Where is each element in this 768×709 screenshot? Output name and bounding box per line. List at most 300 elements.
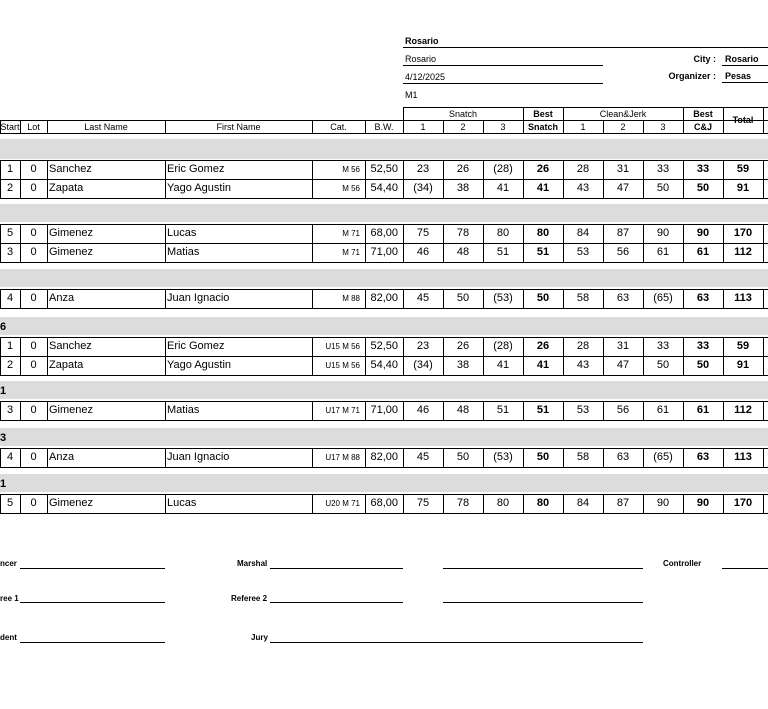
table-rule	[0, 160, 1, 179]
table-rule	[312, 179, 313, 198]
table-rule	[312, 160, 313, 179]
table-rule	[603, 160, 604, 179]
cell-c1: 28	[576, 340, 590, 352]
table-rule	[683, 494, 684, 513]
cell-s1: (34)	[413, 182, 433, 194]
divider	[403, 47, 768, 48]
table-rule	[403, 160, 404, 179]
table-rule	[603, 448, 604, 467]
cell-bs: 51	[536, 246, 550, 258]
header-cj-3: 3	[660, 122, 666, 132]
cell-start: 1	[6, 163, 14, 175]
cell-bc: 50	[696, 182, 710, 194]
cell-first: Matias	[167, 404, 200, 416]
table-rule	[763, 448, 764, 467]
cell-bc: 63	[696, 292, 710, 304]
header-snatch-2: 2	[460, 122, 466, 132]
cell-last: Sanchez	[49, 340, 92, 352]
cell-first: Eric Gomez	[167, 163, 225, 175]
table-rule	[365, 160, 366, 179]
table-rule	[563, 337, 564, 356]
table-rule	[0, 448, 1, 467]
table-rule	[563, 243, 564, 262]
cell-first: Juan Ignacio	[167, 292, 230, 304]
table-rule	[643, 448, 644, 467]
header-best-snatch: Snatch	[527, 122, 558, 132]
table-rule	[443, 494, 444, 513]
table-rule	[365, 356, 366, 375]
table-rule	[483, 224, 484, 243]
table-rule	[47, 160, 48, 179]
cell-lot: 0	[30, 292, 37, 304]
table-rule	[403, 179, 404, 198]
table-rule	[563, 160, 564, 179]
cell-s1: 46	[416, 246, 430, 258]
cell-s1: 23	[416, 340, 430, 352]
table-rule	[165, 356, 166, 375]
table-rule	[165, 224, 166, 243]
cell-lot: 0	[30, 182, 37, 194]
table-rule	[312, 356, 313, 375]
table-rule	[643, 120, 644, 133]
table-rule	[0, 420, 768, 421]
cell-bs: 50	[536, 451, 550, 463]
table-rule	[20, 120, 21, 133]
table-rule	[483, 120, 484, 133]
cell-c3: 90	[656, 227, 670, 239]
table-rule	[443, 401, 444, 420]
table-rule	[763, 224, 764, 243]
cell-total: 112	[734, 246, 752, 258]
president-line	[20, 642, 165, 643]
jury-label: Jury	[251, 633, 268, 642]
cell-bw: 54,40	[370, 359, 398, 371]
cell-s2: 38	[456, 182, 470, 194]
header-cat: Cat.	[330, 122, 347, 132]
cell-last: Sanchez	[49, 163, 92, 175]
marshal-line	[270, 568, 403, 569]
cell-bs: 41	[536, 182, 550, 194]
cell-s2: 78	[456, 227, 470, 239]
table-rule	[443, 120, 444, 133]
table-rule	[312, 224, 313, 243]
cell-c3: 61	[656, 246, 670, 258]
table-rule	[603, 224, 604, 243]
table-rule	[643, 224, 644, 243]
table-rule	[763, 107, 764, 133]
table-rule	[165, 401, 166, 420]
table-rule	[603, 337, 604, 356]
table-rule	[523, 356, 524, 375]
cell-s2: 26	[456, 163, 470, 175]
cell-c1: 43	[576, 359, 590, 371]
table-rule	[723, 401, 724, 420]
table-rule	[643, 494, 644, 513]
table-rule	[403, 224, 404, 243]
table-rule	[20, 243, 21, 262]
cell-bc: 61	[696, 404, 710, 416]
table-rule	[603, 289, 604, 308]
table-rule	[523, 289, 524, 308]
table-rule	[443, 289, 444, 308]
table-rule	[603, 356, 604, 375]
table-rule	[0, 513, 768, 514]
table-rule	[312, 448, 313, 467]
table-rule	[563, 356, 564, 375]
table-rule	[47, 337, 48, 356]
table-rule	[483, 494, 484, 513]
cell-s1: 45	[416, 451, 430, 463]
table-rule	[763, 160, 764, 179]
table-rule	[165, 120, 166, 133]
table-rule	[523, 160, 524, 179]
table-rule	[0, 375, 768, 376]
cell-c3: 90	[656, 497, 670, 509]
cell-bs: 41	[536, 359, 550, 371]
cell-first: Eric Gomez	[167, 340, 225, 352]
header-last-name: Last Name	[84, 122, 128, 132]
table-rule	[165, 160, 166, 179]
table-rule	[523, 401, 524, 420]
table-rule	[443, 224, 444, 243]
cell-c3: 61	[656, 404, 670, 416]
cell-total: 112	[734, 404, 752, 416]
table-rule	[683, 179, 684, 198]
cell-s2: 48	[456, 246, 470, 258]
cell-bc: 33	[696, 163, 710, 175]
table-rule	[365, 448, 366, 467]
table-rule	[0, 198, 768, 199]
table-rule	[443, 179, 444, 198]
cell-s2: 50	[456, 451, 470, 463]
header-snatch: Snatch	[448, 109, 478, 119]
cell-lot: 0	[30, 497, 37, 509]
group-band	[0, 428, 768, 446]
cell-c2: 56	[616, 404, 630, 416]
cell-c2: 31	[616, 163, 630, 175]
header-cj-1: 1	[580, 122, 586, 132]
cell-last: Anza	[49, 451, 75, 463]
table-rule	[723, 224, 724, 243]
cell-cat: M 56	[342, 184, 360, 193]
announcer-label: ncer	[0, 559, 17, 568]
table-rule	[365, 337, 366, 356]
cell-s1: 75	[416, 227, 430, 239]
table-rule	[483, 289, 484, 308]
table-rule	[403, 448, 404, 467]
header-start: Start	[0, 122, 20, 132]
table-rule	[165, 179, 166, 198]
cell-first: Juan Ignacio	[167, 451, 230, 463]
table-rule	[403, 494, 404, 513]
table-rule	[563, 448, 564, 467]
cell-start: 4	[6, 292, 14, 304]
table-rule	[723, 494, 724, 513]
cell-start: 5	[6, 227, 14, 239]
cell-s1: 23	[416, 163, 430, 175]
cell-start: 2	[6, 182, 14, 194]
table-rule	[763, 243, 764, 262]
cell-bs: 80	[536, 497, 550, 509]
table-rule	[643, 289, 644, 308]
cell-cat: M 71	[342, 248, 360, 257]
table-rule	[723, 337, 724, 356]
cell-c2: 63	[616, 451, 630, 463]
cell-s3: (28)	[493, 163, 513, 175]
cell-s3: (28)	[493, 340, 513, 352]
table-rule	[483, 448, 484, 467]
cell-last: Gimenez	[49, 246, 94, 258]
table-rule	[443, 160, 444, 179]
header-total: Total	[732, 115, 754, 125]
header-snatch-3: 3	[500, 122, 506, 132]
table-rule	[312, 494, 313, 513]
referee1-label: ree 1	[0, 594, 19, 603]
table-rule	[47, 494, 48, 513]
cell-lot: 0	[30, 404, 37, 416]
cell-first: Yago Agustin	[167, 359, 232, 371]
table-rule	[683, 356, 684, 375]
group-band	[0, 317, 768, 335]
organizer-label: Organizer :	[668, 71, 716, 81]
cell-c3: 50	[656, 182, 670, 194]
cell-s3: 41	[496, 359, 510, 371]
table-rule	[312, 337, 313, 356]
meet-venue: Rosario	[405, 54, 437, 64]
cell-start: 5	[6, 497, 14, 509]
group-band	[0, 381, 768, 399]
table-rule	[523, 179, 524, 198]
cell-lot: 0	[30, 227, 37, 239]
controller-label: Controller	[663, 559, 702, 568]
cell-c1: 58	[576, 451, 590, 463]
cell-bs: 26	[536, 163, 550, 175]
table-rule	[403, 337, 404, 356]
table-rule	[312, 289, 313, 308]
announcer-line	[20, 568, 165, 569]
table-rule	[0, 467, 768, 468]
cell-first: Matias	[167, 246, 200, 258]
table-rule	[603, 401, 604, 420]
table-rule	[20, 337, 21, 356]
table-rule	[365, 401, 366, 420]
cell-c3: 33	[656, 163, 670, 175]
divider	[722, 65, 768, 66]
cell-total: 91	[736, 359, 750, 371]
cell-last: Zapata	[49, 359, 84, 371]
cell-last: Gimenez	[49, 404, 94, 416]
table-rule	[643, 160, 644, 179]
cell-c2: 47	[616, 182, 630, 194]
table-rule	[20, 494, 21, 513]
cell-total: 91	[736, 182, 750, 194]
cell-bc: 50	[696, 359, 710, 371]
cell-c3: (65)	[653, 451, 673, 463]
cell-total: 113	[734, 451, 752, 463]
table-rule	[20, 401, 21, 420]
table-rule	[763, 356, 764, 375]
table-rule	[643, 337, 644, 356]
table-rule	[523, 107, 524, 133]
group-band	[0, 269, 768, 287]
cell-bw: 82,00	[370, 451, 398, 463]
table-rule	[0, 179, 1, 198]
cell-first: Lucas	[167, 227, 197, 239]
table-rule	[165, 289, 166, 308]
header-best-snatch: Best	[533, 109, 553, 119]
cell-bs: 26	[536, 340, 550, 352]
group-label: 6	[0, 321, 7, 333]
table-rule	[403, 289, 404, 308]
table-rule	[723, 448, 724, 467]
table-rule	[20, 356, 21, 375]
cell-s1: (34)	[413, 359, 433, 371]
cell-bw: 82,00	[370, 292, 398, 304]
table-rule	[683, 224, 684, 243]
table-rule	[443, 448, 444, 467]
table-rule	[165, 494, 166, 513]
cell-first: Lucas	[167, 497, 197, 509]
table-rule	[563, 494, 564, 513]
cell-last: Gimenez	[49, 497, 94, 509]
cell-total: 59	[736, 340, 750, 352]
cell-total: 59	[736, 163, 750, 175]
cell-c1: 28	[576, 163, 590, 175]
table-rule	[643, 401, 644, 420]
cell-cat: U15 M 56	[325, 361, 360, 370]
cell-s1: 45	[416, 292, 430, 304]
cell-s2: 78	[456, 497, 470, 509]
cell-cat: U17 M 71	[325, 406, 360, 415]
table-rule	[483, 337, 484, 356]
table-rule	[365, 243, 366, 262]
table-rule	[723, 160, 724, 179]
table-rule	[20, 224, 21, 243]
table-rule	[603, 243, 604, 262]
cell-s2: 38	[456, 359, 470, 371]
cell-cat: M 71	[342, 229, 360, 238]
table-rule	[365, 289, 366, 308]
table-rule	[47, 243, 48, 262]
cell-last: Gimenez	[49, 227, 94, 239]
cell-start: 3	[6, 246, 14, 258]
cell-bw: 68,00	[370, 497, 398, 509]
cell-bw: 71,00	[370, 246, 398, 258]
table-rule	[165, 448, 166, 467]
cell-c3: (65)	[653, 292, 673, 304]
table-rule	[0, 243, 1, 262]
cell-first: Yago Agustin	[167, 182, 232, 194]
table-rule	[643, 243, 644, 262]
jury-line	[270, 642, 643, 643]
table-rule	[365, 120, 366, 133]
table-rule	[483, 401, 484, 420]
divider	[403, 65, 603, 66]
cell-c3: 33	[656, 340, 670, 352]
referee2-line	[270, 602, 403, 603]
divider	[403, 83, 603, 84]
cell-c2: 56	[616, 246, 630, 258]
cell-cat: U17 M 88	[325, 453, 360, 462]
table-rule	[723, 289, 724, 308]
meet-date: 4/12/2025	[405, 72, 446, 82]
table-rule	[683, 243, 684, 262]
group-band	[0, 139, 768, 159]
group-label: 3	[0, 432, 7, 444]
table-rule	[483, 179, 484, 198]
table-rule	[20, 448, 21, 467]
cell-lot: 0	[30, 246, 37, 258]
cell-s3: (53)	[493, 451, 513, 463]
cell-bs: 80	[536, 227, 550, 239]
cell-start: 1	[6, 340, 14, 352]
table-rule	[683, 337, 684, 356]
header-bw: B.W.	[374, 122, 394, 132]
table-rule	[723, 356, 724, 375]
table-rule	[483, 160, 484, 179]
meet-session: M1	[405, 90, 418, 100]
table-rule	[443, 337, 444, 356]
table-rule	[47, 224, 48, 243]
table-rule	[0, 133, 768, 134]
table-rule	[0, 494, 1, 513]
cell-s3: 80	[496, 227, 510, 239]
cell-c2: 31	[616, 340, 630, 352]
cell-s1: 46	[416, 404, 430, 416]
header-cj-2: 2	[620, 122, 626, 132]
cell-bc: 90	[696, 227, 710, 239]
table-rule	[403, 107, 404, 133]
table-rule	[312, 120, 313, 133]
table-rule	[47, 401, 48, 420]
cell-c1: 84	[576, 227, 590, 239]
table-rule	[523, 337, 524, 356]
table-rule	[683, 448, 684, 467]
group-label: 1	[0, 478, 7, 490]
table-rule	[365, 224, 366, 243]
header-snatch-1: 1	[420, 122, 426, 132]
cell-s3: 51	[496, 404, 510, 416]
table-rule	[683, 107, 684, 133]
table-rule	[165, 243, 166, 262]
table-rule	[523, 243, 524, 262]
cell-start: 2	[6, 359, 14, 371]
table-rule	[563, 179, 564, 198]
cell-c2: 87	[616, 497, 630, 509]
table-rule	[723, 243, 724, 262]
table-rule	[723, 179, 724, 198]
organizer-value: Pesas	[725, 71, 752, 81]
table-rule	[763, 179, 764, 198]
group-band	[0, 474, 768, 492]
cell-total: 113	[734, 292, 752, 304]
cell-s3: 51	[496, 246, 510, 258]
cell-s2: 48	[456, 404, 470, 416]
table-rule	[403, 401, 404, 420]
table-rule	[763, 337, 764, 356]
cell-start: 4	[6, 451, 14, 463]
cell-bs: 51	[536, 404, 550, 416]
table-rule	[603, 179, 604, 198]
header-lot: Lot	[27, 122, 40, 132]
cell-bc: 61	[696, 246, 710, 258]
table-rule	[365, 494, 366, 513]
cell-bw: 68,00	[370, 227, 398, 239]
signature-line	[443, 602, 643, 603]
table-rule	[443, 356, 444, 375]
table-rule	[20, 160, 21, 179]
table-rule	[312, 243, 313, 262]
